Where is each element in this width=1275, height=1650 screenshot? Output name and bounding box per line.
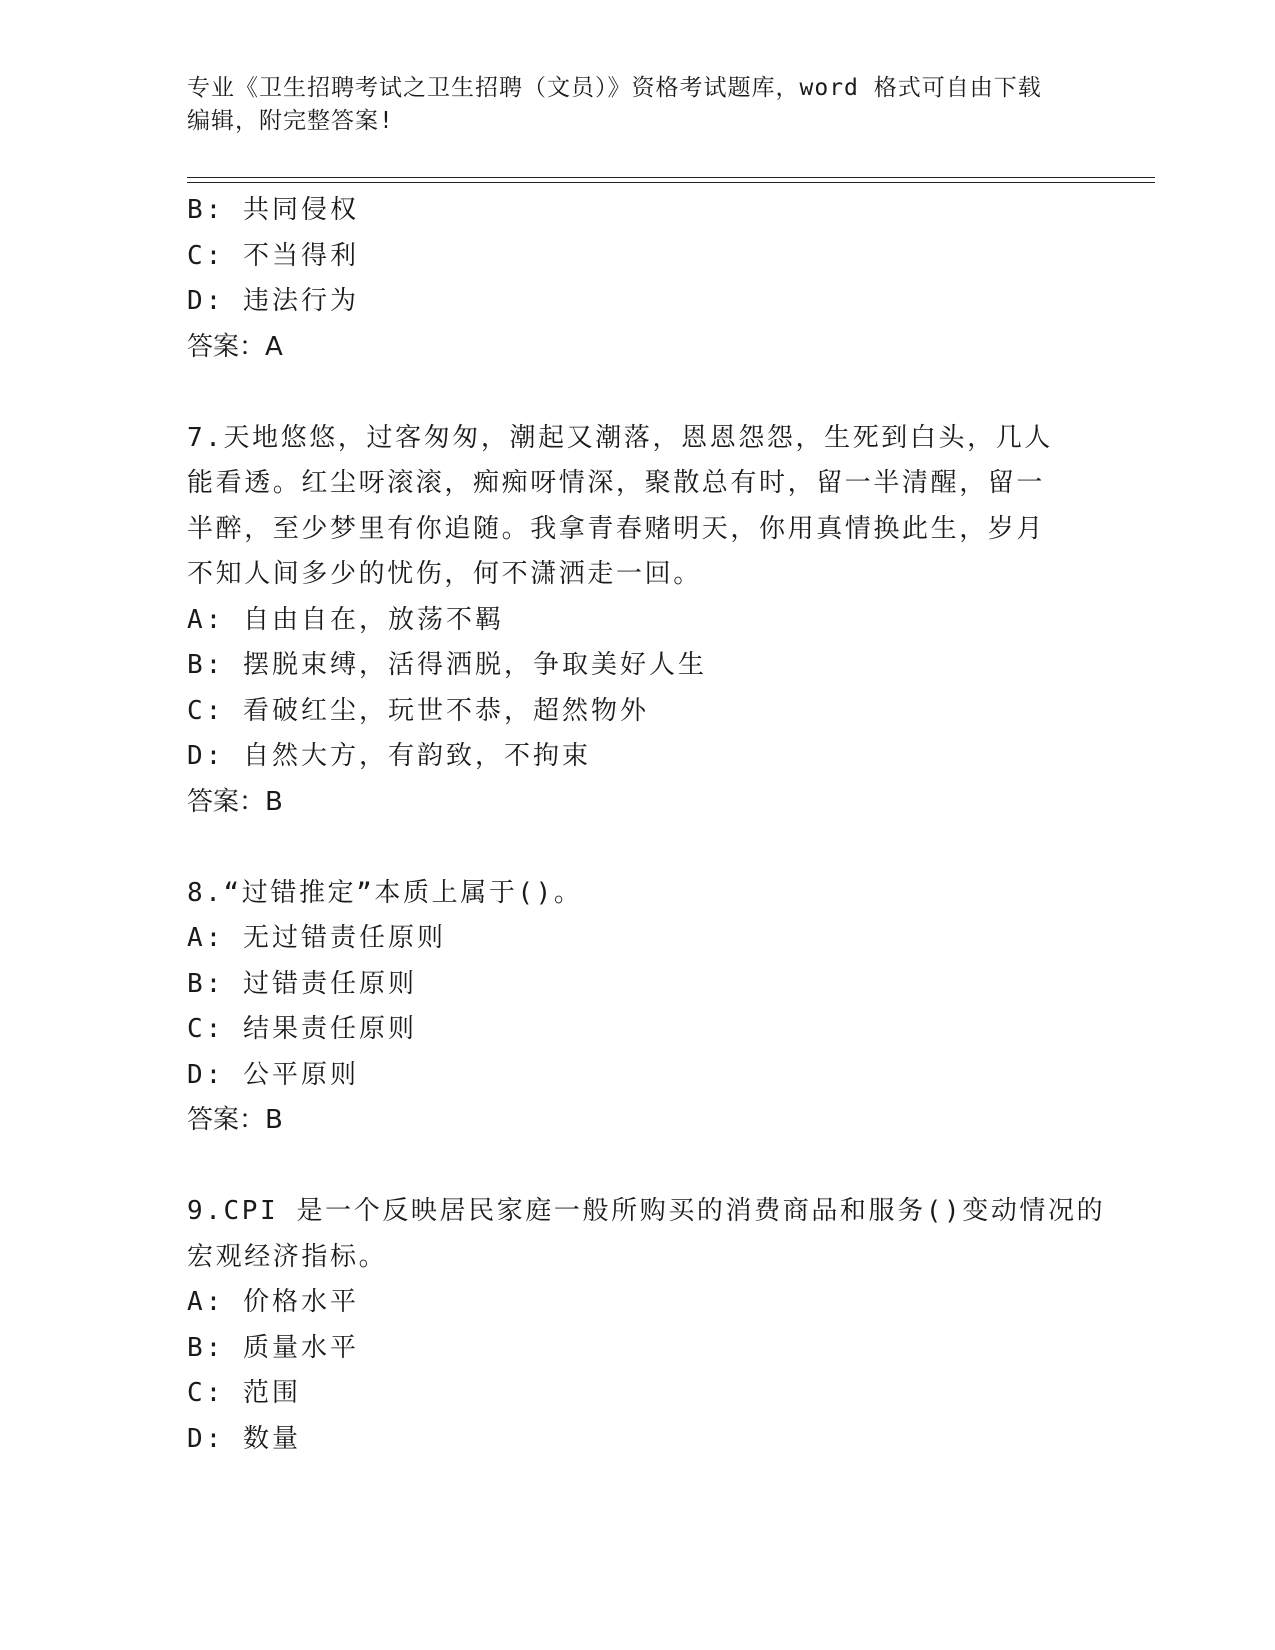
option-b: B: 过错责任原则 [187, 968, 417, 999]
header-line-1: 专业《卫生招聘考试之卫生招聘（文员）》资格考试题库，word 格式可自由下载 [187, 75, 1042, 101]
answer: 答案：B [187, 1105, 283, 1135]
option-d: D: 公平原则 [187, 1059, 359, 1090]
spacer [187, 825, 1087, 871]
option-a: A: 自由自在，放荡不羁 [187, 604, 504, 635]
stem-line: 宏观经济指标。 [187, 1241, 388, 1272]
answer: 答案：A [187, 331, 283, 362]
answer: 答案：B [187, 786, 283, 817]
question-6 [187, 188, 1087, 370]
stem-line: 7.天地悠悠，过客匆匆，潮起又潮落，恩恩怨怨，生死到白头，几人 [187, 422, 1053, 453]
option-b: B: 共同侵权 [187, 195, 359, 225]
option-d: D: 数量 [187, 1423, 301, 1454]
stem-line: 能看透。红尘呀滚滚，痴痴呀情深，聚散总有时，留一半清醒，留一 [187, 468, 1046, 498]
option-c: C: 结果责任原则 [187, 1014, 417, 1044]
question-stem [187, 871, 1087, 917]
option-a: A: 无过错责任原则 [187, 923, 446, 953]
question-9 [187, 1189, 1106, 1462]
header-line-2: 编辑，附完整答案! [187, 108, 394, 134]
question-8 [187, 871, 1087, 1144]
option-b: B: 质量水平 [187, 1332, 359, 1363]
option-c: C: 看破红尘，玩世不恭，超然物外 [187, 695, 649, 726]
stem-line: 8.“过错推定”本质上属于()。 [187, 877, 583, 908]
question-stem [187, 1189, 1106, 1280]
option-c: C: 不当得利 [187, 240, 359, 271]
stem-line: 不知人间多少的忧伤，何不潇洒走一回。 [187, 559, 702, 589]
document-header [187, 72, 1087, 138]
question-list [187, 188, 1106, 1462]
question-7 [187, 416, 1087, 826]
spacer [187, 370, 1087, 416]
option-a: A: 价格水平 [187, 1287, 359, 1317]
question-stem [187, 416, 1087, 598]
option-d: D: 违法行为 [187, 286, 359, 316]
option-c: C: 范围 [187, 1378, 301, 1408]
stem-line: 9.CPI 是一个反映居民家庭一般所购买的消费商品和服务()变动情况的 [187, 1196, 1106, 1226]
header-divider-bottom [187, 182, 1155, 183]
option-d: D: 自然大方，有韵致，不拘束 [187, 741, 591, 771]
spacer [187, 1144, 1087, 1190]
option-b: B: 摆脱束缚，活得洒脱，争取美好人生 [187, 650, 707, 680]
header-divider-top [187, 177, 1155, 178]
stem-line: 半醉，至少梦里有你追随。我拿青春赌明天，你用真情换此生，岁月 [187, 513, 1046, 544]
